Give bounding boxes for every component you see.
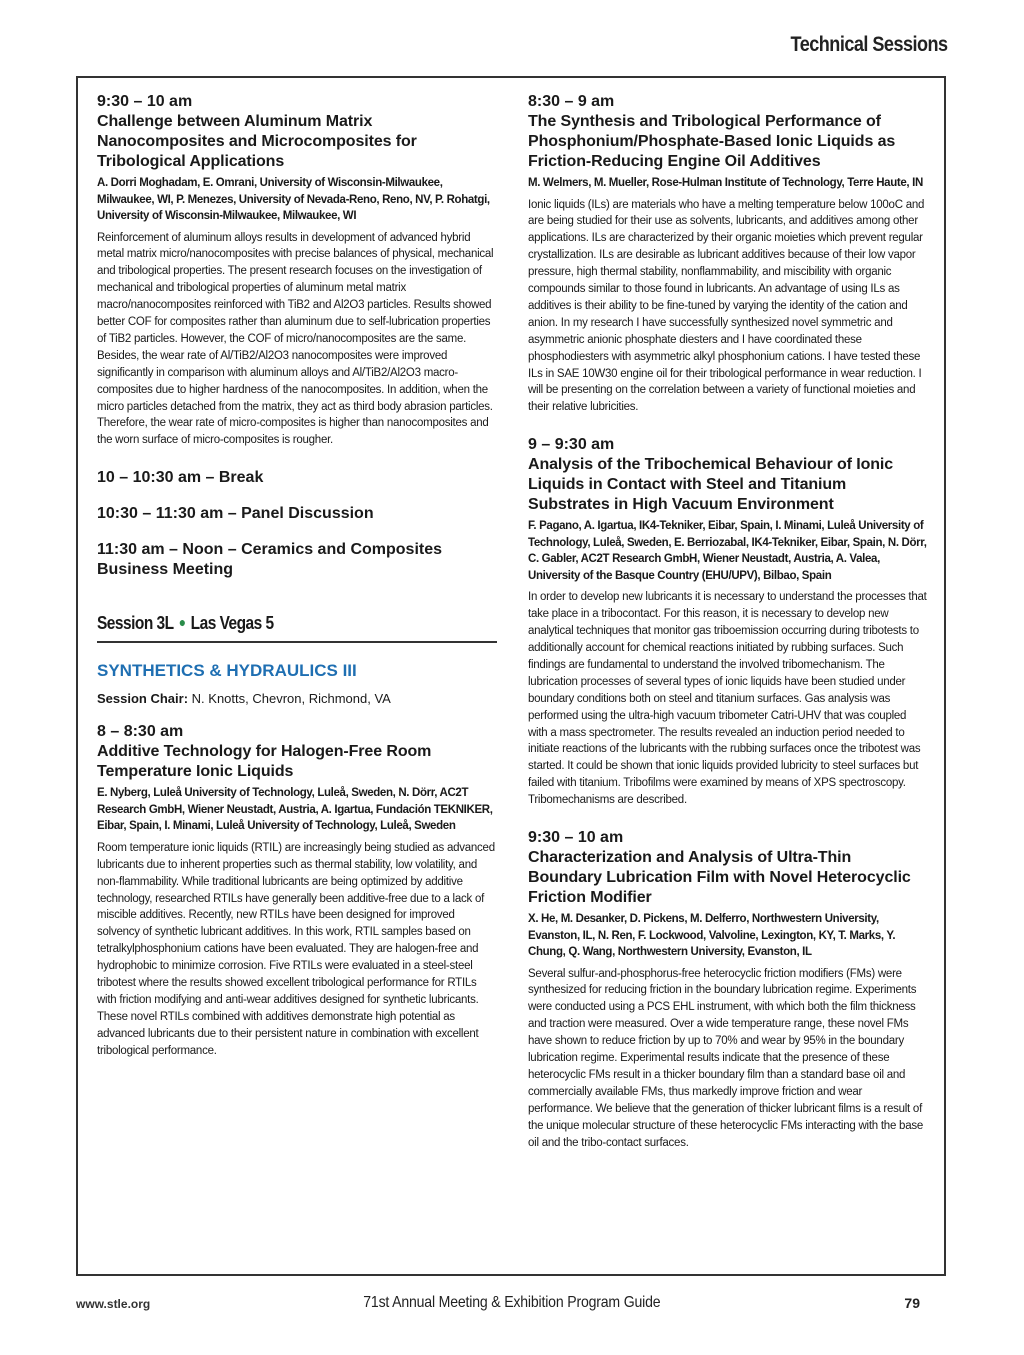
presentation-title: Analysis of the Tribochemical Behaviour of Ionic Liquids in Contact with Steel and Titanium Substrates in High Vacuum Environment: [528, 456, 894, 514]
presentation-abstract: Reinforcement of aluminum alloys results in development of advanced hybrid metal matrix micro/nanocomposites with precise balances of physical, mechanical and tribological properties. The present research focuses on the investigation of mechanical and tribological properties of aluminum metal matrix macro/nanocomposites reinforced with TiB2 and Al2O3 particles. Results showed better COF for composites rather than aluminum due to self-lubrication properties of TiB2 particles. However, the COF of micro/nanocomposites are the same. Besides, the wear rate of Al/TiB2/Al2O3 nanocomposites were improved significantly in comparison with aluminum alloys and Al/TiB2/Al2O3 macro-composites due to higher hardness of the nanocomposites. In addition, when the micro particles detached from the matrix, they act as third body abrasion particles. Therefore, the wear rate of micro-composites is higher than nanocomposites and the worn surface of micro-composites is rougher.: [97, 231, 494, 447]
presentation: [528, 92, 928, 416]
presentation-authors: A. Dorri Moghadam, E. Omrani, University of Wisconsin-Milwaukee, Milwaukee, WI, P. Menezes, University of Nevada-Reno, Reno, NV, P. Rohatgi, University of Wisconsin-Milwaukee, Milwaukee, WI: [97, 177, 490, 222]
session-chair-label: Session Chair:: [97, 691, 189, 707]
presentation: [528, 435, 928, 809]
footer-url: www.stle.org: [76, 1297, 151, 1311]
presentation-time: 8 – 8:30 am: [97, 723, 184, 741]
section-header: Technical Sessions: [790, 33, 948, 56]
left-column: [97, 92, 497, 1079]
presentation-title: Characterization and Analysis of Ultra-Thin Boundary Lubrication Film with Novel Heterocyclic Friction Modifier: [528, 849, 911, 907]
presentation-abstract: Several sulfur-and-phosphorus-free heterocyclic friction modifiers (FMs) were synthesized for reducing friction in the boundary lubrication regime. Experiments were conducted using a PCS EHL instrument, with which both the film thickness and traction were measured. Over a wide temperature range, these novel FMs have shown to reduce friction by up to 70% and wear by 95% in the boundary lubrication regime. Experimental results indicate that the presence of these heterocyclic FMs result in a thicker boundary film than a standard base oil and commercially available FMs, thus markedly improve friction and wear performance. We believe that the generation of thicker lubricant films is a result of the unique molecular structure of these heterocyclic FMs interacting with the base oil and the tribo-contact surfaces.: [528, 967, 923, 1149]
presentation-title: Additive Technology for Halogen-Free Room Temperature Ionic Liquids: [97, 743, 432, 781]
presentation: [97, 722, 497, 1059]
session-header: [97, 613, 497, 643]
presentation-authors: X. He, M. Desanker, D. Pickens, M. Delferro, Northwestern University, Evanston, IL, N. Ren, F. Lockwood, Valvoline, Lexington, KY, T. Marks, Y. Chung, Q. Wang, Northwestern University, Evanston, IL: [528, 913, 896, 959]
presentation-authors: E. Nyberg, Luleå University of Technology, Luleå, Sweden, N. Dörr, AC2T Research GmbH, Wiener Neustadt, Austria, A. Igartua, Fundación TEKNIKER, Eibar, Spain, I. Minami, Luleå University of Technology, Luleå, Sweden: [97, 787, 493, 833]
right-column: [528, 92, 928, 1171]
presentation-title: The Synthesis and Tribological Performance of Phosphonium/Phosphate-Based Ionic Liquids as Friction-Reducing Engine Oil Additives: [528, 113, 896, 170]
presentation-authors: M. Welmers, M. Mueller, Rose-Hulman Institute of Technology, Terre Haute, IN: [528, 177, 923, 189]
presentation-time: 8:30 – 9 am: [528, 93, 615, 110]
session-name: SYNTHETICS & HYDRAULICS III: [97, 661, 357, 681]
presentation-time: 9:30 – 10 am: [97, 93, 193, 110]
bullet-icon: ●: [178, 614, 186, 631]
presentation-authors: F. Pagano, A. Igartua, IK4-Tekniker, Eibar, Spain, I. Minami, Luleå University of Technology, Luleå, Sweden, E. Berriozabal, IK4-Tekniker, Eibar, Spain, N. Dörr, C. Gabler, AC2T Research GmbH, Wiener Neustadt, Austria, A. Valea, University of the Basque Country (EHU/UPV), Bilbao, Spain: [528, 520, 927, 582]
presentation-time: 9:30 – 10 am: [528, 829, 624, 847]
presentation-abstract: In order to develop new lubricants it is necessary to understand the processes that take place in a tribocontact. For this reason, it is necessary to develop new analytical techniques that monitor gas triboemission occurring during tribotests to additionally account for chemical reactions initiated by rubbing surfaces. Such findings are fundamental to understand the involved tribomechanism. The lubrication processes of several types of ionic liquids have been studied under boundary conditions both on steel and titanium surfaces. Gas analysis was performed using the ultra-high vacuum tribometer Catri-UHV that was coupled with a mass spectrometer. The results revealed an induction period needed to initiate reactions of the lubricants with the rubbing surfaces once the tribotest was started. It could be shown that ionic liquids provided lubricity to steel surfaces but failed with titanium. Tribofilms were examined by means of XPS spectroscopy. Tribomechanisms are described.: [528, 591, 927, 807]
footer-title-text: 71st Annual Meeting & Exhibition Program Guide: [363, 1294, 661, 1311]
presentation: [97, 92, 497, 449]
page-number: 79: [904, 1295, 920, 1311]
session-chair: [97, 691, 497, 706]
panel-discussion-line: 10:30 – 11:30 am – Panel Discussion: [97, 505, 374, 523]
session-chair-name: N. Knotts, Chevron, Richmond, VA: [191, 691, 391, 707]
presentation-abstract: Ionic liquids (ILs) are materials who have a melting temperature below 100oC and are being studied for their use as solvents, lubricants, and additives among other applications. ILs are characterized by their organic moieties which prevent regular crystallization. ILs are desirable as lubricant additives because of their low vapor pressure, high thermal stability, nonflammability, and miscibility with organic compounds similar to those found in lubricants. An advantage of using ILs as additives is their ability to be fine-tuned by varying the identity of the cation and anion. In my research I have successfully synthesized novel symmetric and asymmetric anionic phosphate diesters and I have coordinated these phosphodiesters with asymmetric alkyl phosphonium cations. I have tested these ILs in SAE 10W30 engine oil for their tribological performance in wear reduction. I will be presenting on the correlation between a variety of functional moieties and their relative lubricities.: [528, 198, 925, 414]
presentation-time: 9 – 9:30 am: [528, 436, 615, 454]
session-label: Session 3L: [97, 613, 174, 634]
presentation: [528, 828, 928, 1151]
session-room: Las Vegas 5: [190, 613, 274, 634]
footer-title: [0, 1294, 1024, 1312]
presentation-title: Challenge between Aluminum Matrix Nanocomposites and Microcomposites for Tribological Applications: [97, 113, 417, 170]
presentation-abstract: Room temperature ionic liquids (RTIL) are increasingly being studied as advanced lubricants due to inherent properties such as thermal stability, low volatility, and non-flammability. While traditional lubricants are being optimized by additive technology, researched RTILs have generally been additive-free due to a lack of miscible additives. Recently, new RTILs have been designed for improved solvency of synthetic lubricant additives. In this work, RTIL samples based on tetralkylphosphonium cations have been evaluated. They are halogen-free and hydrophobic to minimize corrosion. Five RTILs were evaluated in a steel-steel tribotest where the results showed excellent tribological performance for RTILs with friction modifying and anti-wear additives designed for synthetic lubricants. These novel RTILs combined with additives demonstrate high potential as advanced lubricants due to their persistent nature in combination with excellent tribological performance.: [97, 841, 495, 1057]
break-line: 10 – 10:30 am – Break: [97, 469, 264, 487]
business-meeting-line: 11:30 am – Noon – Ceramics and Composites Business Meeting: [97, 541, 443, 579]
